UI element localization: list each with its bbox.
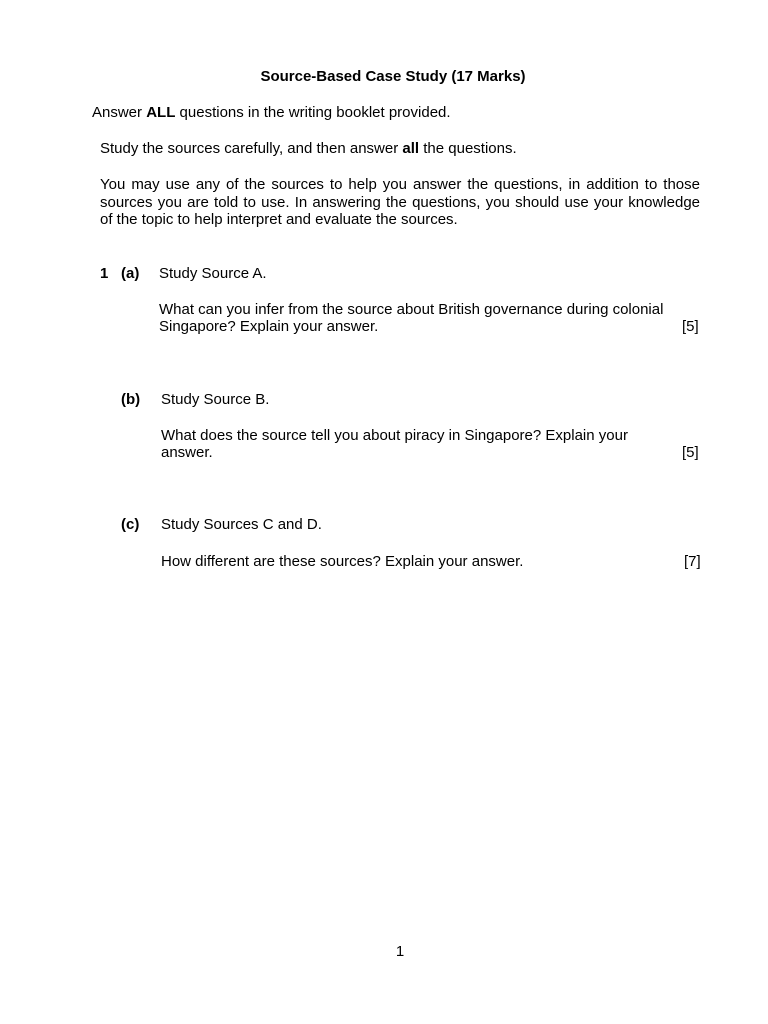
page-number: 1 xyxy=(395,943,405,960)
instruction-emphasis: ALL xyxy=(146,104,176,121)
question-part-b-line2: answer. xyxy=(161,444,213,461)
question-part-c-marks: [7] xyxy=(684,553,701,570)
question-part-a-marks: [5] xyxy=(682,318,699,335)
study-instruction-line xyxy=(100,140,517,157)
question-part-c-label: (c) xyxy=(121,516,140,533)
instruction-line xyxy=(92,104,451,121)
question-part-a-line2: Singapore? Explain your answer. xyxy=(159,318,379,335)
instruction-prefix: Answer xyxy=(92,104,143,121)
question-part-a-study: Study Source A. xyxy=(159,265,267,282)
question-part-a-line1: What can you infer from the source about British governance during colonial xyxy=(159,301,664,318)
page-title: Source-Based Case Study (17 Marks) xyxy=(260,68,526,85)
question-part-a-label: (a) xyxy=(121,265,140,282)
instruction-suffix: questions in the writing booklet provided. xyxy=(179,104,451,121)
study-prefix: Study the sources carefully, and then answer xyxy=(100,140,399,157)
question-part-b-study: Study Source B. xyxy=(161,391,270,408)
question-part-c-line1: How different are these sources? Explain your answer. xyxy=(161,553,524,570)
question-part-c-study: Study Sources C and D. xyxy=(161,516,322,533)
question-number: 1 xyxy=(100,265,109,282)
guidance-paragraph: You may use any of the sources to help you answer the questions, in addition to those sources you are told to use. In answering the questions, you should use your knowledge of the topic to help interpret and evaluate the sources. xyxy=(100,176,700,228)
question-part-b-marks: [5] xyxy=(682,444,699,461)
question-part-b-label: (b) xyxy=(121,391,141,408)
study-suffix: the questions. xyxy=(423,140,517,157)
study-emphasis: all xyxy=(402,140,420,157)
question-part-b-line1: What does the source tell you about piracy in Singapore? Explain your xyxy=(161,427,628,444)
